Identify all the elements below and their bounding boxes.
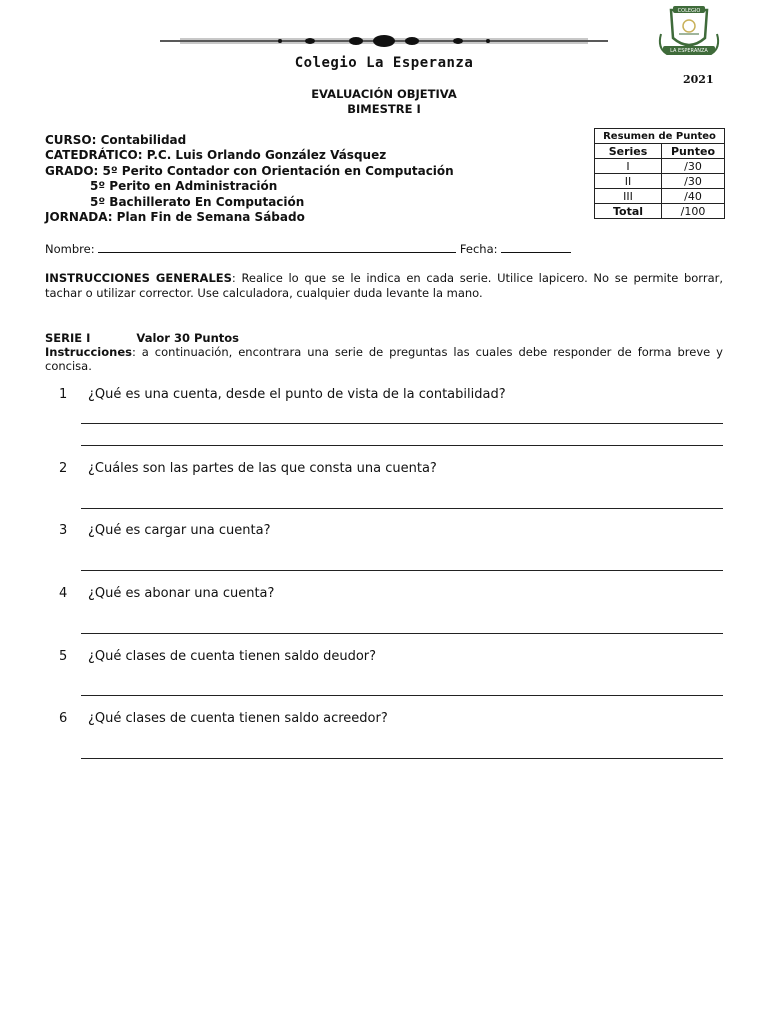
general-instructions-label: INSTRUCCIONES GENERALES: [45, 271, 232, 285]
year: 2021: [683, 73, 714, 86]
date-field[interactable]: [501, 242, 571, 253]
summary-series-cell: II: [595, 174, 662, 189]
serie-value: Valor 30 Puntos: [136, 331, 240, 345]
answer-line[interactable]: [81, 758, 723, 759]
summary-total-label: Total: [595, 204, 662, 219]
summary-total-cell[interactable]: /100: [662, 204, 725, 219]
date-label: Fecha:: [459, 242, 498, 256]
school-name: Colegio La Esperanza: [294, 55, 474, 71]
serie-instructions-text: : a continuación, encontrara una serie de preguntas las cuales debe responder de forma breve y concisa.: [45, 345, 723, 373]
answer-line[interactable]: [81, 633, 723, 634]
serie-header: [45, 331, 239, 345]
summary-score-cell[interactable]: /30: [662, 159, 725, 174]
answer-line[interactable]: [81, 508, 723, 509]
course-info: [45, 133, 454, 225]
general-instructions: [45, 271, 723, 301]
serie-instructions: [45, 345, 723, 373]
summary-row: [595, 174, 725, 189]
question-text: ¿Cuáles son las partes de las que consta una cuenta?: [88, 461, 437, 476]
summary-total-row: [595, 204, 725, 219]
student-fields: [45, 242, 571, 256]
summary-header-series: Series: [595, 144, 662, 159]
question-number: 6: [59, 711, 68, 726]
question-number: 1: [59, 387, 68, 402]
summary-row: [595, 159, 725, 174]
question-text: ¿Qué es abonar una cuenta?: [88, 586, 275, 601]
question-number: 4: [59, 586, 68, 601]
answer-line[interactable]: [81, 570, 723, 571]
summary-row: [595, 189, 725, 204]
summary-header-punteo: Punteo: [662, 144, 725, 159]
exam-title: EVALUACIÓN OBJETIVA: [311, 87, 457, 101]
question-number: 3: [59, 523, 68, 538]
serie-instructions-label: Instrucciones: [45, 345, 132, 359]
question-text: ¿Qué clases de cuenta tienen saldo deudor?: [88, 649, 377, 664]
general-instructions-text: : Realice lo que se le indica en cada serie. Utilice lapicero. No se permite borrar, tachar o utilizar corrector. Use calculadora, cualquier duda levante la mano.: [45, 271, 723, 300]
summary-score-cell[interactable]: /40: [662, 189, 725, 204]
decorative-divider: [160, 33, 608, 49]
answer-line[interactable]: [81, 695, 723, 696]
question-text: ¿Qué es cargar una cuenta?: [88, 523, 271, 538]
school-crest-logo: [655, 4, 723, 60]
schedule-line: JORNADA: Plan Fin de Semana Sábado: [45, 210, 305, 225]
grade-line-2: 5º Perito en Administración: [90, 179, 278, 194]
grade-line-3: 5º Bachillerato En Computación: [90, 194, 305, 209]
exam-title-block: [0, 87, 768, 117]
summary-series-cell: I: [595, 159, 662, 174]
name-label: Nombre:: [45, 242, 95, 256]
question-text: ¿Qué clases de cuenta tienen saldo acreedor?: [88, 711, 388, 726]
summary-score-cell[interactable]: /30: [662, 174, 725, 189]
question-text: ¿Qué es una cuenta, desde el punto de vista de la contabilidad?: [88, 387, 506, 402]
question-number: 5: [59, 649, 68, 664]
crest-top-text: COLEGIO: [677, 8, 701, 14]
summary-title: Resumen de Punteo: [595, 129, 725, 144]
summary-series-cell: III: [595, 189, 662, 204]
question-number: 2: [59, 461, 68, 476]
crest-bottom-text: LA ESPERANZA: [670, 48, 708, 54]
answer-line[interactable]: [81, 423, 723, 424]
grade-line: GRADO: 5º Perito Contador con Orientación en Computación: [45, 163, 454, 178]
score-summary-table: [594, 128, 725, 219]
course-line: CURSO: Contabilidad: [45, 133, 187, 147]
serie-label: SERIE I: [45, 331, 91, 345]
exam-period: BIMESTRE I: [347, 102, 421, 116]
answer-line[interactable]: [81, 445, 723, 446]
teacher-line: CATEDRÁTICO: P.C. Luis Orlando González Vásquez: [45, 148, 387, 163]
name-field[interactable]: [98, 242, 456, 253]
